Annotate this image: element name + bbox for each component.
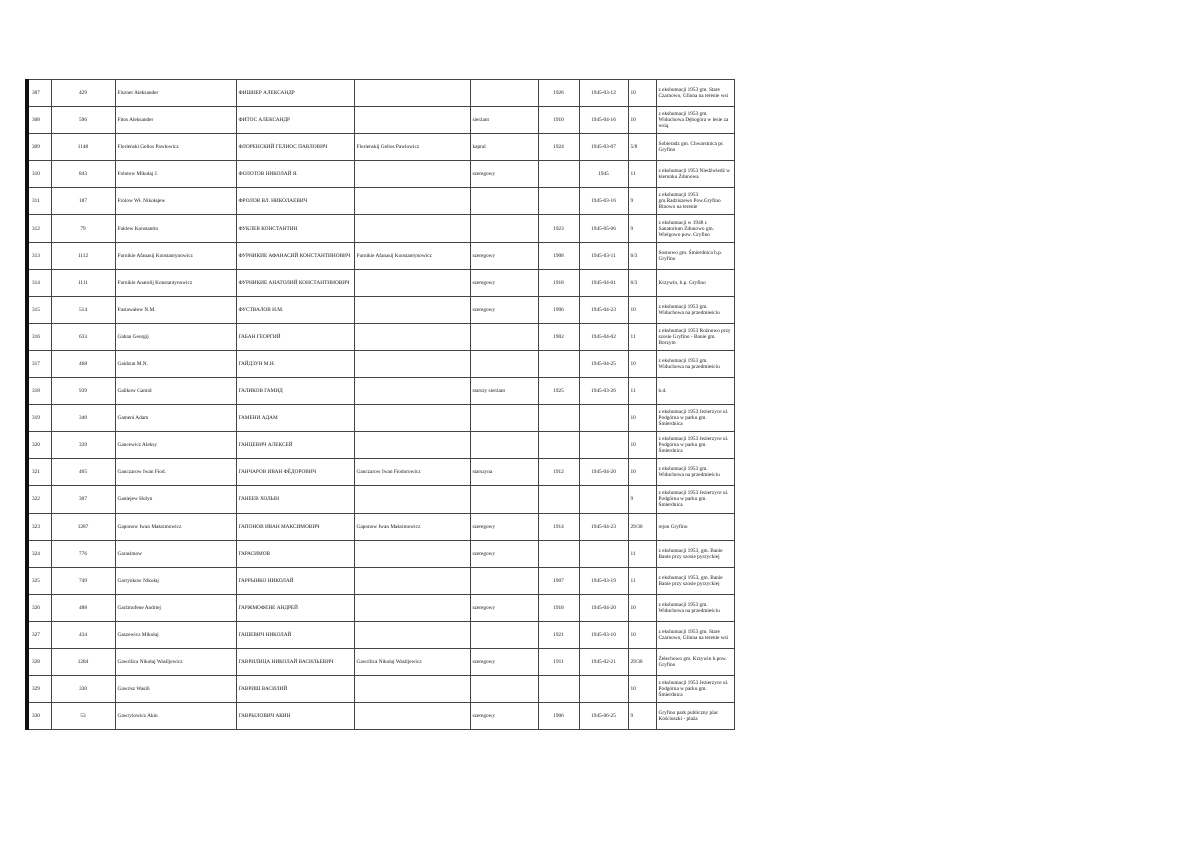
birth-year-cell: 1910 [538,107,579,134]
quarter-cell: 11 [628,567,656,594]
record-id-cell: 330 [51,676,115,703]
rank-cell: szeregowy [470,703,538,730]
burial-note-cell: z ekshumacji 1953 Niedźwiedź w kierunku Żdunowa [656,161,734,188]
russian-name-cell: ФИШНЕР АЛЕКСАНДР [236,80,354,107]
alternate-name-cell [354,432,470,459]
record-id-cell: 187 [51,188,115,215]
burial-note-cell: z ekshumacji 1953 gm. Widuchowa Dębogóra w lesie za wsią [656,107,734,134]
alternate-name-cell [354,540,470,567]
death-date-cell: 1945-04-20 [579,459,628,486]
russian-name-cell: ГАРРЫНКО НИКОЛАЙ [236,567,354,594]
quarter-cell: 9 [628,188,656,215]
alternate-name-cell [354,188,470,215]
russian-name-cell: ГАНЕЕВ ХОЛЫН [236,486,354,513]
burial-note-cell: z ekshumacji 1953 gm. Widuchowa na przedmieściu [656,459,734,486]
russian-name-cell: ФУКЛЕВ КОНСТАНТИН [236,215,354,242]
birth-year-cell [538,540,579,567]
birth-year-cell: 1912 [538,459,579,486]
row-number-cell: 321 [27,459,51,486]
russian-name-cell: ГАЙДЗУН М.Н. [236,350,354,377]
rank-cell [470,80,538,107]
death-date-cell: 1945-03-07 [579,134,628,161]
rank-cell [470,621,538,648]
alternate-name-cell: Ganczarow Iwan Fiodorowicz [354,459,470,486]
russian-name-cell: ГАРЖМОФЕНЕ АНДРЕЙ [236,594,354,621]
table-row [27,188,734,215]
birth-year-cell: 1911 [538,648,579,675]
record-id-cell: 53 [51,703,115,730]
polish-name-cell: Gaban Georgij [115,323,236,350]
row-number-cell: 315 [27,296,51,323]
record-id-cell: 1148 [51,134,115,161]
row-number-cell: 313 [27,242,51,269]
alternate-name-cell: Gawrilica Nikołaj Wasiljewicz [354,648,470,675]
alternate-name-cell [354,621,470,648]
polish-name-cell: Gaponow Iwan Maksimowicz [115,513,236,540]
burial-register-sheet [25,79,732,730]
death-date-cell: 1945-04-16 [579,107,628,134]
burial-note-cell: Gryfino park publiczny plac Kościuszki - plaża [656,703,734,730]
row-number-cell: 318 [27,378,51,405]
alternate-name-cell [354,296,470,323]
quarter-cell: 9 [628,215,656,242]
record-id-cell: 633 [51,323,115,350]
birth-year-cell [538,161,579,188]
table-row [27,242,734,269]
record-id-cell: 1111 [51,269,115,296]
record-id-cell: 465 [51,459,115,486]
alternate-name-cell [354,378,470,405]
quarter-cell: 6/3 [628,269,656,296]
rank-cell: sierżant [470,107,538,134]
burial-note-cell: z ekshumacji 1953, gm. Banie Banie przy szosie pyrzyckiej [656,567,734,594]
record-id-cell: 339 [51,432,115,459]
burial-note-cell: z ekshumacji 1953 Jezierzyce ul. Podgórna w parku gm. Śmierdnica [656,676,734,703]
rank-cell: szeregowy [470,540,538,567]
death-date-cell: 1945-05-06 [579,215,628,242]
birth-year-cell: 1923 [538,215,579,242]
russian-name-cell: ГАБАН ГЕОРГИЙ [236,323,354,350]
birth-year-cell: 1925 [538,378,579,405]
death-date-cell: 1945-04-23 [579,296,628,323]
birth-year-cell [538,432,579,459]
death-date-cell: 1945-03-16 [579,188,628,215]
death-date-cell: 1945-04-01 [579,269,628,296]
quarter-cell: 5/8 [628,134,656,161]
polish-name-cell: Galikow Gamid [115,378,236,405]
alternate-name-cell [354,269,470,296]
birth-year-cell: 1926 [538,80,579,107]
quarter-cell: 10 [628,676,656,703]
table-row [27,296,734,323]
rank-cell [470,350,538,377]
row-number-cell: 312 [27,215,51,242]
rank-cell: starszyna [470,459,538,486]
polish-name-cell: Furnikie Anatolij Konstantynowicz [115,269,236,296]
row-number-cell: 307 [27,80,51,107]
rank-cell [470,486,538,513]
russian-name-cell: ГАЛИКОВ ГАМИД [236,378,354,405]
russian-name-cell: ГАНЧАРОВ ИВАН ФЁДОРОВИЧ [236,459,354,486]
birth-year-cell [538,405,579,432]
rank-cell: kapral [470,134,538,161]
record-id-cell: 749 [51,567,115,594]
quarter-cell: 10 [628,296,656,323]
record-id-cell: 1112 [51,242,115,269]
record-id-cell: 307 [51,486,115,513]
polish-name-cell: Fuklew Konstantin [115,215,236,242]
birth-year-cell: 1906 [538,296,579,323]
polish-name-cell: Gameni Adam [115,405,236,432]
alternate-name-cell [354,703,470,730]
death-date-cell: 1945-04-25 [579,350,628,377]
death-date-cell: 1945-04-23 [579,513,628,540]
burial-note-cell: z ekshumacji w 1948 r. Sanatorium Żdunowo gm. Wielgowo pow. Gryfino [656,215,734,242]
rank-cell [470,405,538,432]
quarter-cell: 10 [628,350,656,377]
record-id-cell: 776 [51,540,115,567]
russian-name-cell: ФРОЛОВ ВЛ. НИКОЛАЕВИЧ [236,188,354,215]
rank-cell [470,188,538,215]
table-row [27,486,734,513]
birth-year-cell: 1908 [538,242,579,269]
table-row [27,323,734,350]
polish-name-cell: Gawrylowicz Akin [115,703,236,730]
table-row [27,350,734,377]
table-row [27,378,734,405]
polish-name-cell: Folotow Mikołaj J. [115,161,236,188]
record-id-cell: 468 [51,350,115,377]
table-row [27,594,734,621]
quarter-cell: 10 [628,107,656,134]
record-id-cell: 434 [51,621,115,648]
quarter-cell: 29/30 [628,648,656,675]
table-row [27,459,734,486]
burial-note-cell: z ekshumacji 1953 gm. Stare Czarnowo, Glinna na terenie wsi [656,80,734,107]
birth-year-cell: 1906 [538,703,579,730]
alternate-name-cell [354,161,470,188]
alternate-name-cell [354,80,470,107]
russian-name-cell: ГАРАСИМОВ [236,540,354,567]
russian-name-cell: ГАПОНОВ ИВАН МАКСИМОВИЧ [236,513,354,540]
table-body [27,80,734,730]
alternate-name-cell [354,676,470,703]
russian-name-cell: ГАШЕВИЧ НИКОЛАЙ [236,621,354,648]
death-date-cell: 1945-03-19 [579,567,628,594]
death-date-cell: 1945-06-25 [579,703,628,730]
table-row [27,432,734,459]
russian-name-cell: ФИТОС АЛЕКСАНДР [236,107,354,134]
polish-name-cell: Fitos Aleksander [115,107,236,134]
quarter-cell: 11 [628,161,656,188]
death-date-cell: 1945-02-21 [579,648,628,675]
birth-year-cell [538,188,579,215]
row-number-cell: 314 [27,269,51,296]
alternate-name-cell [354,567,470,594]
alternate-name-cell [354,405,470,432]
alternate-name-cell: Gaponow Iwan Maksimowicz [354,513,470,540]
table-row [27,107,734,134]
death-date-cell: 1945-04-20 [579,594,628,621]
birth-year-cell [538,486,579,513]
record-id-cell: 340 [51,405,115,432]
table-row [27,621,734,648]
rank-cell: szeregowy [470,161,538,188]
polish-name-cell: Florieński Gelios Pawłowicz [115,134,236,161]
rank-cell [470,323,538,350]
death-date-cell: 1945-03-10 [579,621,628,648]
birth-year-cell: 1902 [538,323,579,350]
burial-note-cell: z ekshumacji 1953, gm. Banie Banie przy szosie pyrzyckiej [656,540,734,567]
quarter-cell: 10 [628,80,656,107]
russian-name-cell: ГАВРИЛИЦА НИКОЛАЙ ВАСИЛЬЕВИЧ [236,648,354,675]
table-row [27,215,734,242]
burial-note-cell: z ekshumacji 1953 gm. Widuchowa na przedmieściu [656,594,734,621]
rank-cell: szeregowy [470,242,538,269]
rank-cell [470,215,538,242]
rank-cell: szeregowy [470,648,538,675]
burial-note-cell: z ekshumacji 1953 Jezierzyce ul. Podgórna w parku gm. Śmierdnica [656,486,734,513]
rank-cell: szeregowy [470,513,538,540]
death-date-cell: 1945-03-12 [579,80,628,107]
table-row [27,405,734,432]
quarter-cell: 11 [628,323,656,350]
polish-name-cell: Gaszewicz Mikołaj [115,621,236,648]
quarter-cell: 10 [628,621,656,648]
death-date-cell [579,486,628,513]
alternate-name-cell [354,350,470,377]
record-id-cell: 1284 [51,648,115,675]
rank-cell [470,432,538,459]
polish-name-cell: Gancewicz Aleksy [115,432,236,459]
table-row [27,269,734,296]
table-row [27,567,734,594]
table-row [27,80,734,107]
rank-cell: szeregowy [470,269,538,296]
record-id-cell: 1287 [51,513,115,540]
row-number-cell: 329 [27,676,51,703]
rank-cell [470,567,538,594]
burial-note-cell: Krzywin, b.p. Gryfino [656,269,734,296]
burial-note-cell: z ekshumacji 1953 Rożnowo przy szosie Gryfino - Banie gm. Borzym [656,323,734,350]
death-date-cell: 1945-03-11 [579,242,628,269]
russian-name-cell: ФОЛОТОВ НИКОЛАЙ Я. [236,161,354,188]
row-number-cell: 327 [27,621,51,648]
russian-name-cell: ФУРНИКИЕ АНАТОЛИЙ КОНСТАНТИНОВИЧ [236,269,354,296]
polish-name-cell: Gawrilica Nikołaj Wasiljewicz [115,648,236,675]
table-row [27,513,734,540]
row-number-cell: 309 [27,134,51,161]
table-row [27,540,734,567]
alternate-name-cell [354,486,470,513]
death-date-cell [579,405,628,432]
record-id-cell: 79 [51,215,115,242]
burial-note-cell: z ekshumacji 1953 gm. Widuchowa na przedmieściu [656,350,734,377]
alternate-name-cell: Furnikie Afanasij Konstantynowicz [354,242,470,269]
alternate-name-cell [354,215,470,242]
record-id-cell: 843 [51,161,115,188]
polish-name-cell: Gaidzun M.N. [115,350,236,377]
table-row [27,648,734,675]
polish-name-cell: Fiszner Aleksander [115,80,236,107]
quarter-cell: 10 [628,405,656,432]
row-number-cell: 310 [27,161,51,188]
alternate-name-cell [354,594,470,621]
polish-name-cell: Ganczarow Iwan Fiod. [115,459,236,486]
quarter-cell: 29/30 [628,513,656,540]
rank-cell [470,676,538,703]
row-number-cell: 308 [27,107,51,134]
polish-name-cell: Frolow Wł. Nikołajew [115,188,236,215]
death-date-cell [579,540,628,567]
polish-name-cell: Gawrisz Wasili [115,676,236,703]
russian-name-cell: ФЛОРЕНСКИЙ ГЕЛИОС ПАВЛОВИЧ [236,134,354,161]
quarter-cell: 11 [628,540,656,567]
russian-name-cell: ФУРНИКИЕ АФАНАСИЙ КОНСТАНТИНОВИЧ [236,242,354,269]
row-number-cell: 323 [27,513,51,540]
record-id-cell: 514 [51,296,115,323]
quarter-cell: 9 [628,486,656,513]
row-number-cell: 317 [27,350,51,377]
polish-name-cell: Ganiejew Holyn [115,486,236,513]
russian-name-cell: ФУСТВАЛОВ Н.М. [236,296,354,323]
rank-cell: szeregowy [470,594,538,621]
record-id-cell: 429 [51,80,115,107]
row-number-cell: 320 [27,432,51,459]
row-number-cell: 325 [27,567,51,594]
quarter-cell: 10 [628,459,656,486]
rank-cell: starszy sierżant [470,378,538,405]
death-date-cell [579,432,628,459]
burial-note-cell: Sobieradz gm. Chwarstnica pr. Gryfino [656,134,734,161]
polish-name-cell: Garasimow [115,540,236,567]
alternate-name-cell [354,323,470,350]
quarter-cell: 6/3 [628,242,656,269]
table-row [27,703,734,730]
polish-name-cell: Garrynkow Nikołaj [115,567,236,594]
birth-year-cell [538,350,579,377]
row-number-cell: 319 [27,405,51,432]
birth-year-cell: 1914 [538,513,579,540]
burial-note-cell: b.d. [656,378,734,405]
record-id-cell: 596 [51,107,115,134]
death-date-cell [579,676,628,703]
row-number-cell: 330 [27,703,51,730]
burial-note-cell: rejon Gryfino [656,513,734,540]
burial-note-cell: Żelechowo gm. Krzywin b.pow. Gryfino [656,648,734,675]
burial-note-cell: z ekshumacji 1953 gm.Radziszewo Pow.Gryfino Binowo na terenie [656,188,734,215]
birth-year-cell [538,676,579,703]
birth-year-cell: 1924 [538,134,579,161]
birth-year-cell: 1918 [538,594,579,621]
quarter-cell: 10 [628,432,656,459]
row-number-cell: 328 [27,648,51,675]
row-number-cell: 311 [27,188,51,215]
quarter-cell: 11 [628,378,656,405]
row-number-cell: 324 [27,540,51,567]
record-id-cell: 488 [51,594,115,621]
alternate-name-cell [354,107,470,134]
polish-name-cell: Fustawałow N.M. [115,296,236,323]
death-date-cell: 1945-03-26 [579,378,628,405]
death-date-cell: 1945 [579,161,628,188]
table-row [27,676,734,703]
polish-name-cell: Garżmofene Andriej [115,594,236,621]
burial-note-cell: z ekshumacji 1953 Jezierzyce ul. Podgórna w parku gm. Śmierdnica [656,405,734,432]
burial-register-table [25,79,735,730]
burial-note-cell: Sosnowo gm. Śmierdnica b.p. Gryfino [656,242,734,269]
alternate-name-cell: Florienskij Gelios Pawlowicz [354,134,470,161]
quarter-cell: 10 [628,594,656,621]
birth-year-cell: 1907 [538,567,579,594]
table-row [27,134,734,161]
table-row [27,161,734,188]
russian-name-cell: ГАВРЫЛОВИЧ АКИН [236,703,354,730]
russian-name-cell: ГАВРИШ ВАСИЛИЙ [236,676,354,703]
rank-cell: szeregowy [470,296,538,323]
birth-year-cell: 1921 [538,621,579,648]
burial-note-cell: z ekshumacji 1953 gm. Stare Czarnowo, Glinna na terenie wsi [656,621,734,648]
russian-name-cell: ГАНЦЕВИЧ АЛЕКСЕЙ [236,432,354,459]
burial-note-cell: z ekshumacji 1953 gm. Widuchowa na przedmieściu [656,296,734,323]
russian-name-cell: ГАМЕНИ АДАМ [236,405,354,432]
death-date-cell: 1945-04-02 [579,323,628,350]
quarter-cell: 9 [628,703,656,730]
row-number-cell: 316 [27,323,51,350]
birth-year-cell: 1918 [538,269,579,296]
burial-note-cell: z ekshumacji 1953 Jezierzyce ul. Podgórna w parku gm. Śmierdnica [656,432,734,459]
row-number-cell: 322 [27,486,51,513]
record-id-cell: 939 [51,378,115,405]
row-number-cell: 326 [27,594,51,621]
polish-name-cell: Furnikie Afanasij Konstantynowicz [115,242,236,269]
